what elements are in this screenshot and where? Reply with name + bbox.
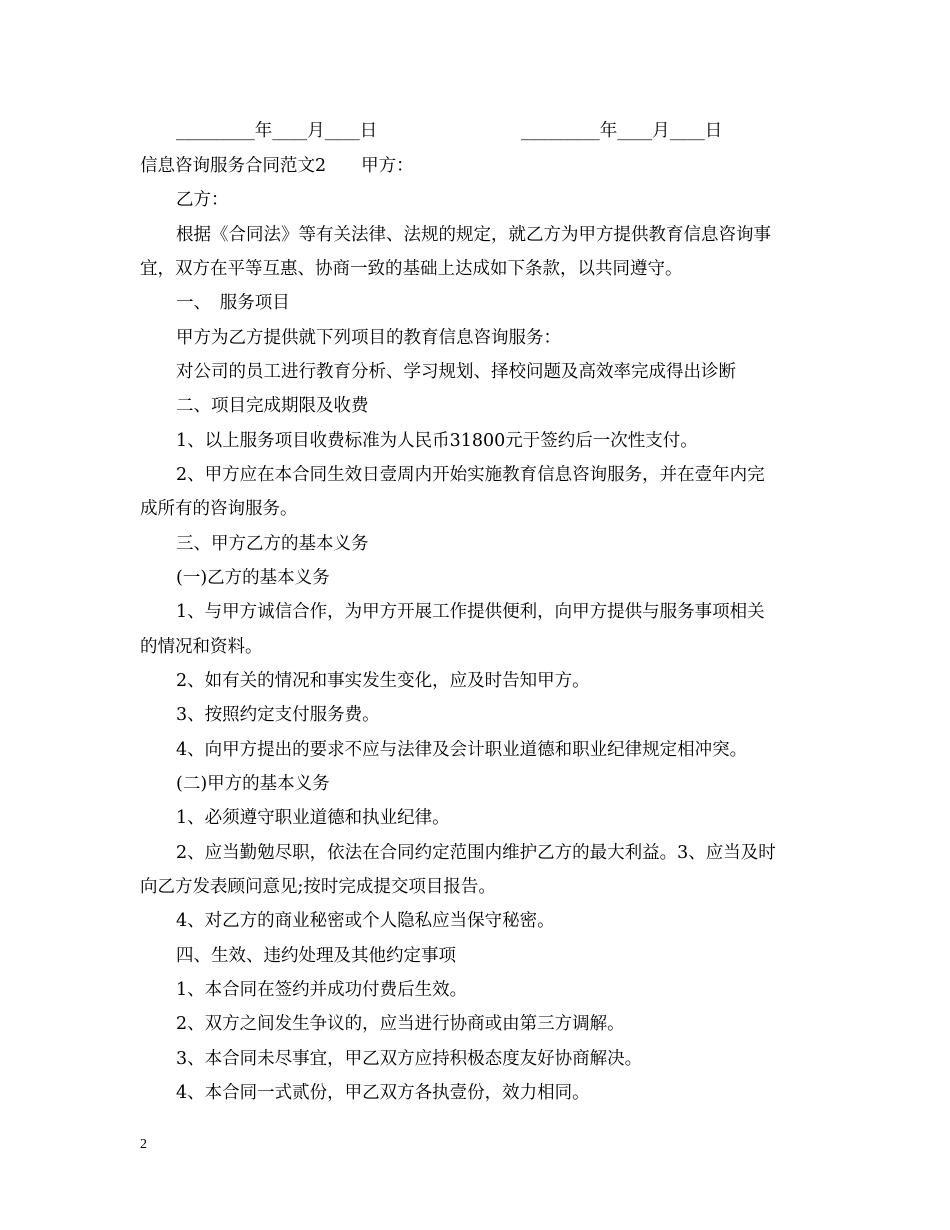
preamble-line-2: 宜，双方在平等互惠、协商一致的基础上达成如下条款，以共同遵守。 <box>140 259 683 279</box>
contract-title-party-a: 信息咨询服务合同范文2 甲方： <box>140 156 414 176</box>
paragraph: 甲方为乙方提供就下列项目的教育信息咨询服务： <box>176 328 561 348</box>
paragraph-continuation: 成所有的咨询服务。 <box>140 499 298 519</box>
paragraph: 2、如有关的情况和事实发生变化，应及时告知甲方。 <box>176 671 590 691</box>
date-line-right: _________年____月____日 <box>521 121 723 141</box>
section-heading-2: 二、项目完成期限及收费 <box>176 396 369 416</box>
paragraph-continuation: 向乙方发表顾问意见;按时完成提交项目报告。 <box>140 877 496 897</box>
paragraph: 3、本合同未尽事宜，甲乙双方应持积极态度友好协商解决。 <box>176 1049 643 1069</box>
paragraph: 2、应当勤勉尽职，依法在合同约定范围内维护乙方的最大利益。3、应当及时 <box>176 843 776 863</box>
paragraph: 1、以上服务项目收费标准为人民币31800元于签约后一次性支付。 <box>176 431 698 451</box>
paragraph: 对公司的员工进行教育分析、学习规划、择校问题及高效率完成得出诊断 <box>176 362 736 382</box>
subsection-heading-1: (一)乙方的基本义务 <box>176 568 330 588</box>
section-heading-3: 三、甲方乙方的基本义务 <box>176 534 369 554</box>
section-heading-4: 四、生效、违约处理及其他约定事项 <box>176 946 456 966</box>
paragraph: 3、按照约定支付服务费。 <box>176 705 380 725</box>
paragraph: 1、必须遵守职业道德和执业纪律。 <box>176 808 450 828</box>
subsection-heading-2: (二)甲方的基本义务 <box>176 774 330 794</box>
paragraph: 1、与甲方诚信合作，为甲方开展工作提供便利，向甲方提供与服务事项相关 <box>176 602 765 622</box>
section-heading-1: 一、 服务项目 <box>176 293 290 313</box>
paragraph: 1、本合同在签约并成功付费后生效。 <box>176 980 468 1000</box>
paragraph: 4、对乙方的商业秘密或个人隐私应当保守秘密。 <box>176 911 555 931</box>
date-line-left: _________年____月____日 <box>176 121 378 141</box>
party-b-line: 乙方： <box>176 190 229 210</box>
paragraph: 2、双方之间发生争议的，应当进行协商或由第三方调解。 <box>176 1014 625 1034</box>
paragraph: 4、向甲方提出的要求不应与法律及会计职业道德和职业纪律规定相冲突。 <box>176 740 748 760</box>
paragraph-continuation: 的情况和资料。 <box>140 637 263 657</box>
paragraph: 4、本合同一式贰份，甲乙双方各执壹份，效力相同。 <box>176 1083 590 1103</box>
page-number: 2 <box>140 1137 147 1152</box>
paragraph: 2、甲方应在本合同生效日壹周内开始实施教育信息咨询服务，并在壹年内完 <box>176 465 765 485</box>
preamble-line-1: 根据《合同法》等有关法律、法规的规定，就乙方为甲方提供教育信息咨询事 <box>176 225 771 245</box>
